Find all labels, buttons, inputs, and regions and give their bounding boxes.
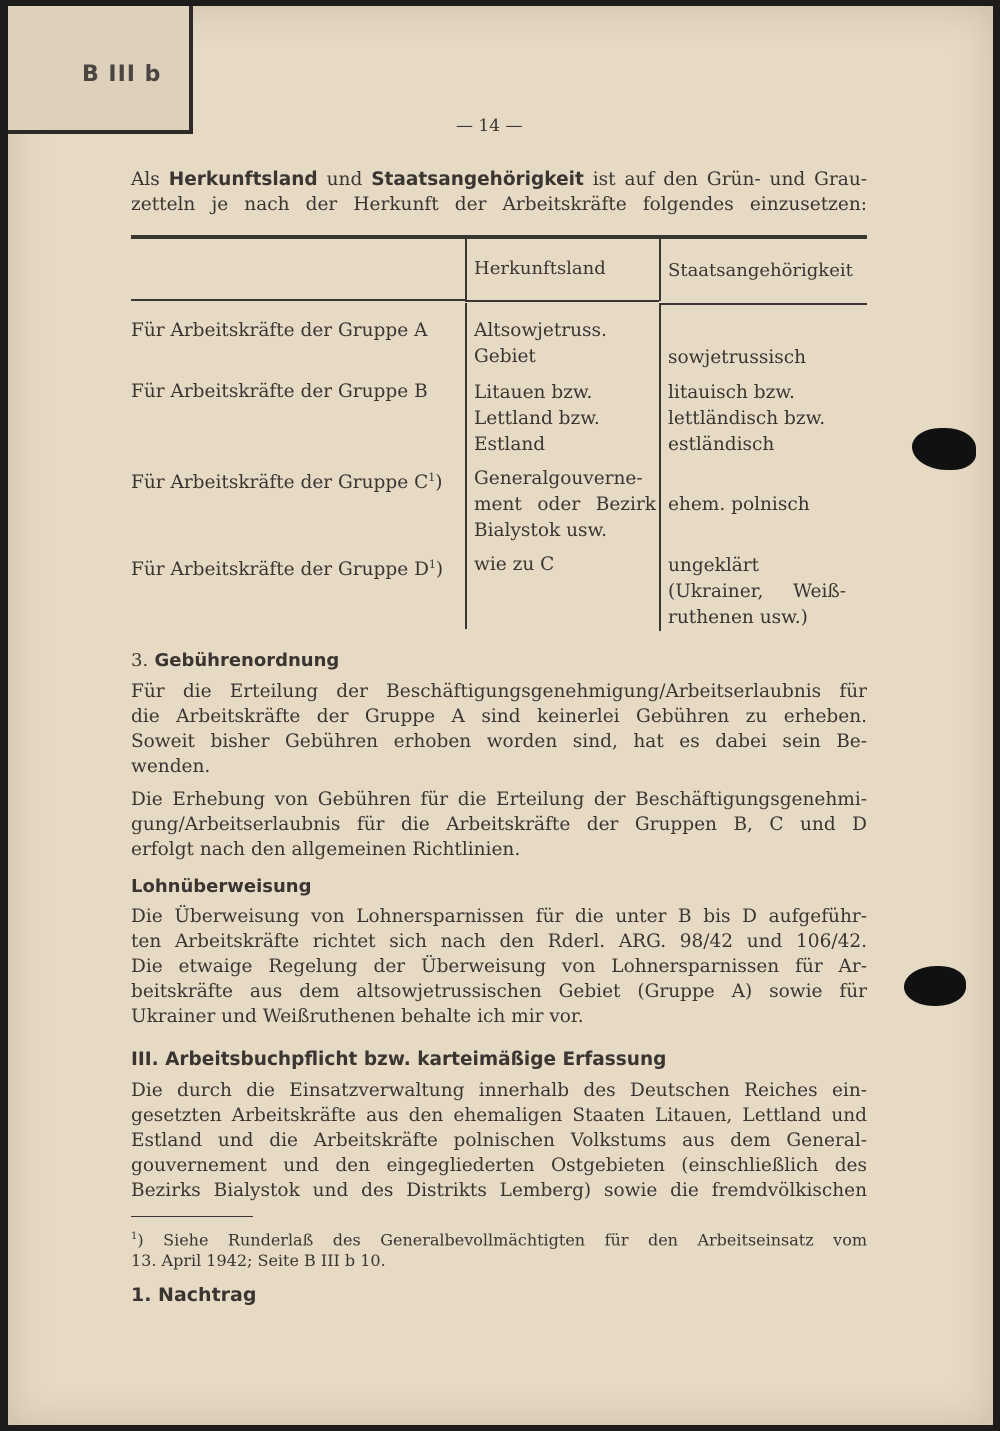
table-row-label: Für Arbeitskräfte der Gruppe B (131, 381, 428, 402)
footnote-rule (131, 1216, 253, 1217)
table-divider (465, 239, 467, 301)
paragraph-gebuehren-2: Die Erhebung von Gebühren für die Erteilung der Beschäftigungsgenehmi- gung/Arbeitserlaubnis für die Arbeitskräfte der Gruppen B, C und D erfolgt nach den allgemeinen Richtlinien. (131, 789, 867, 860)
table-cell-herkunftsland: Generalgouverne- ment oder Bezirk Bialystok usw. (474, 468, 656, 541)
table-divider (659, 239, 661, 301)
table-header-rule (131, 299, 465, 301)
table-divider (659, 305, 661, 631)
section-heading-gebuehren: 3. Gebührenordnung (131, 650, 340, 671)
col-header-herkunftsland: Herkunftsland (474, 258, 606, 279)
table-cell-herkunftsland: Litauen bzw. Lettland bzw. Estland (474, 382, 600, 455)
table-divider (465, 303, 467, 629)
intro-line-2: zetteln je nach der Herkunft der Arbeitskräfte folgendes einzusetzen: (131, 194, 867, 215)
intro-line-1: Als Herkunftsland und Staatsangehörigkeit ist auf den Grün- und Grau- (131, 169, 867, 190)
paragraph-gebuehren-1: Für die Erteilung der Beschäftigungsgenehmigung/Arbeitserlaubnis für die Arbeitskräfte der Gruppe A sind keinerlei Gebühren zu erheben. Soweit bisher Gebühren erhoben worden sind, hat es dabei sein Be- wenden. (131, 681, 867, 777)
page-number: — 14 — (456, 116, 523, 136)
intro-paragraph (131, 167, 867, 217)
table-cell-staatsangehoerigkeit: ehem. polnisch (668, 494, 810, 515)
paragraph-lohn: Die Überweisung von Lohnersparnissen für die unter B bis D aufgeführ- ten Arbeitskräfte richtet sich nach den Rderl. ARG. 98/42 und 106/42. Die etwaige Regelung der Überweisung von Lohnersparnissen für Ar- beitskräfte aus dem altsowjetrussischen Gebiet (Gruppe A) sowie für Ukrainer und Weißruthenen behalte ich mir vor. (131, 906, 867, 1027)
section-tab (8, 6, 193, 134)
supplement-label: 1. Nachtrag (131, 1284, 257, 1306)
section-heading-lohn: Lohnüberweisung (131, 876, 312, 897)
section-heading-arbeitsbuch: III. Arbeitsbuchpflicht bzw. karteimäßige Erfassung (131, 1049, 667, 1070)
table-header-rule (659, 303, 867, 305)
table-row-label: Für Arbeitskräfte der Gruppe $D^1$) (131, 558, 444, 581)
col-header-staatsangehoerigkeit: Staatsangehörigkeit (668, 260, 853, 281)
table-top-rule (131, 235, 867, 239)
table-header-rule (465, 300, 659, 302)
table-cell-herkunftsland: wie zu C (474, 554, 555, 575)
footnote: $^1$) Siehe Runderlaß des Generalbevollmächtigten für den Arbeitseinsatz vom 13. April 1942; Seite B III b 10. (131, 1230, 867, 1271)
table-cell-staatsangehoerigkeit: ungeklärt (Ukrainer, Weiß- ruthenen usw.) (668, 555, 846, 628)
table-cell-staatsangehoerigkeit: litauisch bzw. lettländisch bzw. estländisch (668, 382, 826, 455)
section-tab-label: B III b (82, 62, 162, 87)
paragraph-arbeitsbuch: Die durch die Einsatzverwaltung innerhalb des Deutschen Reiches ein- gesetzten Arbeitskräfte aus den ehemaligen Staaten Litauen, Lettland und Estland und die Arbeitskräfte polnischen Volkstums aus dem General- gouvernement und den eingegliederten Ostgebieten (einschließlich des Bezirks Bialystok und des Distrikts Lemberg) sowie die fremdvölkischen (131, 1080, 867, 1201)
ink-blot (904, 966, 966, 1006)
table-cell-staatsangehoerigkeit: sowjetrussisch (668, 347, 807, 368)
table-row-label: Für Arbeitskräfte der Gruppe A (131, 320, 428, 341)
table-cell-herkunftsland: Altsowjetruss. Gebiet (474, 320, 607, 367)
table-row-label: Für Arbeitskräfte der Gruppe $C^1$) (131, 471, 443, 494)
